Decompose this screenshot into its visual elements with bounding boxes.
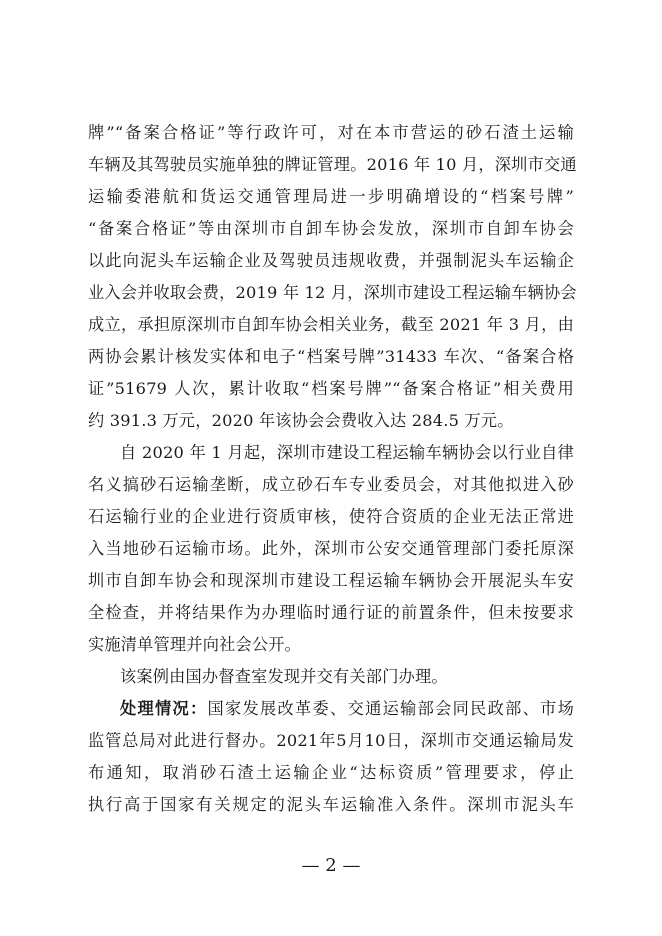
paragraph-2 (88, 437, 574, 661)
text-line: 运输委港航和货运交通管理局进一步明确增设的“档案号牌” (88, 187, 574, 206)
paragraph-4 (88, 693, 574, 821)
text-line: 执行高于国家有关规定的泥头车运输准入条件。深圳市泥头车 (88, 795, 574, 814)
text-line: 两协会累计核发实体和电子“档案号牌”31433 车次、“备案合格 (88, 347, 574, 366)
text-line: 证”51679 人次，累计收取“档案号牌”“备案合格证”相关费用 (88, 379, 574, 398)
section-lead: 处理情况： (120, 699, 208, 718)
text-line: “备案合格证”等由深圳市自卸车协会发放，深圳市自卸车协会 (88, 219, 574, 238)
text-line: 约 391.3 万元，2020 年该协会会费收入达 284.5 万元。 (88, 411, 514, 430)
text-line: 全检查，并将结果作为办理临时通行证的前置条件，但未按要求 (88, 603, 574, 622)
text-line: 石运输行业的企业进行资质审核，使符合资质的企业无法正常进 (88, 507, 574, 526)
text-line: 名义搞砂石运输垄断，成立砂石车专业委员会，对其他拟进入砂 (88, 475, 574, 494)
text-line: 入当地砂石运输市场。此外，深圳市公安交通管理部门委托原深 (88, 539, 574, 558)
text-line: 圳市自卸车协会和现深圳市建设工程运输车辆协会开展泥头车安 (88, 571, 574, 590)
text-line: 牌”“备案合格证”等行政许可，对在本市营运的砂石渣土运输 (88, 123, 574, 142)
text-line: 成立，承担原深圳市自卸车协会相关业务，截至 2021 年 3 月，由 (88, 315, 574, 334)
page-number: — 2 — (301, 855, 361, 876)
paragraph-3 (88, 661, 574, 693)
text-line: 该案例由国办督查室发现并交有关部门办理。 (120, 667, 448, 686)
text-line: 实施清单管理并向社会公开。 (88, 635, 302, 654)
text-run: 国家发展改革委、交通运输部会同民政部、市场 (207, 699, 575, 718)
text-line: 车辆及其驾驶员实施单独的牌证管理。2016 年 10 月，深圳市交通 (88, 155, 577, 174)
text-line: 业入会并收取会费，2019 年 12 月，深圳市建设工程运输车辆协会 (88, 283, 577, 302)
text-line: 布通知，取消砂石渣土运输企业“达标资质”管理要求，停止 (88, 763, 574, 782)
text-line: 自 2020 年 1 月起，深圳市建设工程运输车辆协会以行业自律 (120, 443, 574, 462)
text-line: 监管总局对此进行督办。2021年5月10日，深圳市交通运输局发 (88, 731, 574, 750)
paragraph-1 (88, 117, 577, 437)
text-line (88, 693, 574, 725)
text-line: 以此向泥头车运输企业及驾驶员违规收费，并强制泥头车运输企 (88, 251, 574, 270)
document-body (88, 117, 577, 821)
